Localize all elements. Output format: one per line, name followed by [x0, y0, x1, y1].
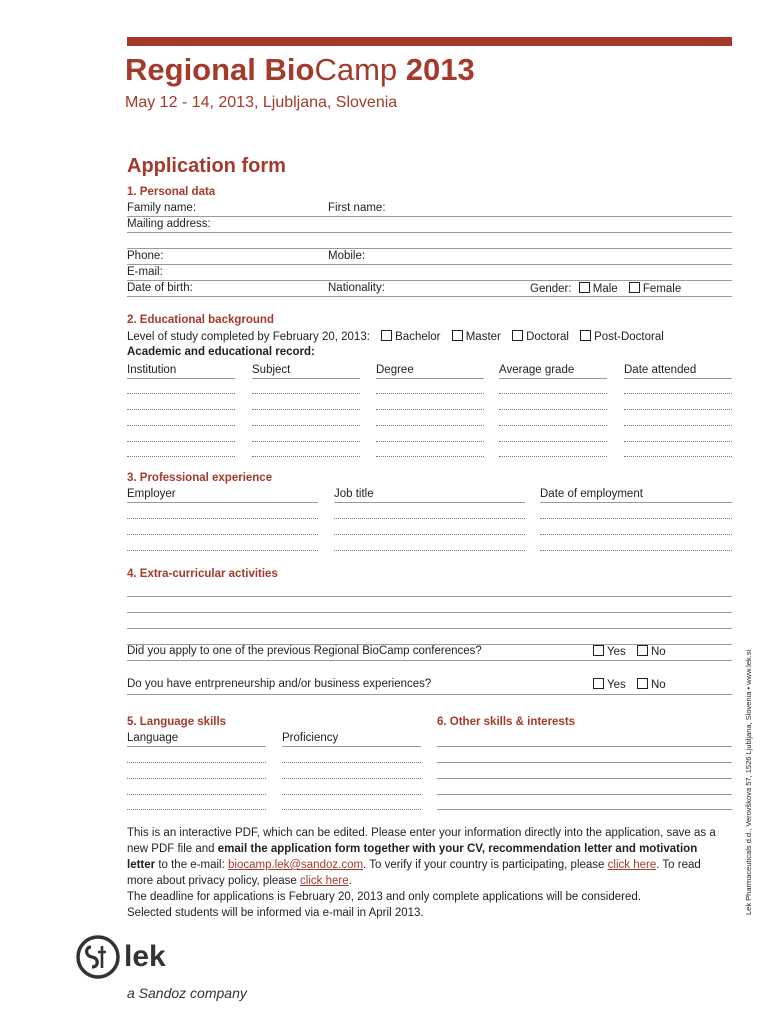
pro-cell-r1-c1[interactable] [127, 518, 318, 519]
lang-cell-r1-c1[interactable] [127, 762, 266, 763]
lang-cell-r2-c2[interactable] [282, 778, 421, 779]
nationality-label: Nationality: [328, 282, 385, 294]
section-personal-heading: 1. Personal data [127, 186, 216, 198]
info-text-1: This is an interactive PDF, which can be edited. Please enter your information directly into the application, save as a new PDF file and [127, 827, 716, 855]
other-skills-line-r1-c1[interactable] [437, 746, 732, 747]
pro-cell-r2-c3[interactable] [540, 534, 732, 535]
lang-cell-r3-c2[interactable] [282, 794, 421, 795]
female-label: Female [642, 283, 682, 295]
header-bar [127, 37, 732, 46]
logo-wordmark: lek [124, 940, 166, 973]
male-label: Male [592, 283, 618, 295]
event-subtitle: May 12 - 14, 2013, Ljubljana, Slovenia [125, 94, 398, 111]
edu-cell-r4-c1[interactable] [127, 441, 235, 442]
pro-cell-r3-c1[interactable] [127, 550, 318, 551]
mobile-label: Mobile: [328, 250, 366, 262]
extra-field-3[interactable] [127, 628, 732, 629]
edu-cell-r3-c5[interactable] [624, 425, 732, 426]
other-skills-line-r4-c1[interactable] [437, 794, 732, 795]
dob-field[interactable] [127, 296, 732, 297]
privacy-click-here-link[interactable]: click here [300, 875, 349, 887]
q2-no-checkbox[interactable] [637, 678, 648, 689]
pro-header-line-r1-c1[interactable] [127, 502, 318, 503]
col-subject: Subject [252, 364, 291, 376]
lang-cell-r4-c2[interactable] [282, 809, 421, 810]
master-checkbox[interactable] [452, 330, 463, 341]
edu-cell-r1-c1[interactable] [127, 393, 235, 394]
edu-cell-r1-c2[interactable] [252, 393, 360, 394]
lang-cell-r4-c1[interactable] [127, 809, 266, 810]
q2-yes-label: Yes [607, 679, 626, 691]
edu-cell-r3-c2[interactable] [252, 425, 360, 426]
edu-header-line-r1-c4[interactable] [499, 378, 607, 379]
pro-cell-r2-c1[interactable] [127, 534, 318, 535]
info-text-4: . To read more about privacy policy, please [127, 859, 701, 887]
lek-logo-icon [75, 934, 121, 985]
pro-cell-r2-c2[interactable] [334, 534, 525, 535]
col-language: Language [127, 732, 179, 744]
edu-cell-r3-c1[interactable] [127, 425, 235, 426]
female-checkbox[interactable] [629, 282, 640, 293]
form-title: Application form [127, 155, 286, 177]
email-label: E-mail: [127, 266, 163, 278]
pro-cell-r3-c3[interactable] [540, 550, 732, 551]
lang-cell-r3-c1[interactable] [127, 794, 266, 795]
col-degree: Degree [376, 364, 414, 376]
edu-cell-r1-c5[interactable] [624, 393, 732, 394]
side-address-text: Lek Pharmaceuticals d.d., Verovškova 57, 1526 Ljubljana, Slovenia • www.lek.si [744, 649, 753, 915]
edu-cell-r1-c3[interactable] [376, 393, 484, 394]
bachelor-checkbox[interactable] [381, 330, 392, 341]
family-name-label: Family name: [127, 202, 197, 214]
email-field[interactable] [127, 280, 732, 281]
edu-cell-r5-c3[interactable] [376, 456, 484, 457]
edu-header-line-r1-c1[interactable] [127, 378, 235, 379]
edu-cell-r4-c5[interactable] [624, 441, 732, 442]
edu-cell-r5-c5[interactable] [624, 456, 732, 457]
family-name-field[interactable] [127, 216, 732, 217]
q2-underline [127, 694, 732, 695]
level-of-study-group [127, 330, 664, 343]
q1-underline [127, 660, 732, 661]
section-education-heading: 2. Educational background [127, 314, 274, 326]
first-name-label: First name: [328, 202, 386, 214]
q1-no-label: No [650, 646, 666, 658]
col-date-employment: Date of employment [540, 488, 643, 500]
phone-field[interactable] [127, 264, 732, 265]
pro-header-line-r1-c3[interactable] [540, 502, 732, 503]
info-text-3: . To verify if your country is participating, please [363, 859, 608, 871]
page-title: Regional BioCamp 2013 [125, 52, 475, 87]
edu-cell-r4-c3[interactable] [376, 441, 484, 442]
pro-cell-r1-c3[interactable] [540, 518, 732, 519]
other-skills-line-r3-c1[interactable] [437, 778, 732, 779]
edu-cell-r5-c4[interactable] [499, 456, 607, 457]
q2-no-label: No [650, 679, 666, 691]
pro-cell-r3-c2[interactable] [334, 550, 525, 551]
gender-label: Gender: [530, 283, 572, 295]
side-address [744, 650, 758, 915]
postdoctoral-label: Post-Doctoral [594, 331, 664, 343]
edu-cell-r2-c1[interactable] [127, 409, 235, 410]
deadline-text: The deadline for applications is February 20, 2013 and only complete applications will be considered. [127, 891, 641, 903]
question-business-experience: Do you have entrpreneurship and/or business experiences? [127, 678, 432, 690]
other-skills-line-r2-c1[interactable] [437, 762, 732, 763]
edu-cell-r2-c3[interactable] [376, 409, 484, 410]
mailing-address-label: Mailing address: [127, 218, 211, 230]
section-other-heading: 6. Other skills & interests [437, 716, 576, 728]
lang-cell-r2-c1[interactable] [127, 778, 266, 779]
edu-cell-r5-c1[interactable] [127, 456, 235, 457]
mailing-address-field-2[interactable] [127, 248, 732, 249]
pro-header-line-r1-c2[interactable] [334, 502, 525, 503]
edu-cell-r4-c4[interactable] [499, 441, 607, 442]
gender-group [530, 282, 681, 295]
info-text-5: . [348, 875, 352, 887]
q2-options [593, 678, 666, 691]
master-label: Master [465, 331, 501, 343]
mailing-address-field[interactable] [127, 232, 732, 233]
lang-header-line-r1-c1[interactable] [127, 746, 266, 747]
q2-yes-checkbox[interactable] [593, 678, 604, 689]
section-professional-heading: 3. Professional experience [127, 472, 273, 484]
col-average-grade: Average grade [499, 364, 575, 376]
info-text-2: to the e-mail: [155, 859, 228, 871]
pro-cell-r1-c2[interactable] [334, 518, 525, 519]
dob-label: Date of birth: [127, 282, 193, 294]
edu-cell-r2-c5[interactable] [624, 409, 732, 410]
lang-cell-r1-c2[interactable] [282, 762, 421, 763]
q1-options [593, 645, 666, 658]
bachelor-label: Bachelor [395, 331, 441, 343]
male-checkbox[interactable] [579, 282, 590, 293]
email-link[interactable]: biocamp.lek@sandoz.com [228, 859, 364, 871]
doctoral-checkbox[interactable] [512, 330, 523, 341]
level-label: Level of study completed by February 20, 2013: [127, 331, 370, 343]
info-paragraph [127, 825, 727, 921]
selection-text: Selected students will be informed via e-mail in April 2013. [127, 907, 424, 919]
edu-header-line-r1-c5[interactable] [624, 378, 732, 379]
section-extra-heading: 4. Extra-curricular activities [127, 568, 278, 580]
academic-record-label: Academic and educational record: [127, 346, 315, 358]
question-previous-biocamp: Did you apply to one of the previous Regional BioCamp conferences? [127, 645, 482, 657]
edu-cell-r3-c4[interactable] [499, 425, 607, 426]
col-job-title: Job title [334, 488, 374, 500]
edu-cell-r5-c2[interactable] [252, 456, 360, 457]
section-language-heading: 5. Language skills [127, 716, 227, 728]
edu-cell-r1-c4[interactable] [499, 393, 607, 394]
other-skills-line-r5-c1[interactable] [437, 809, 732, 810]
q1-no-checkbox[interactable] [637, 645, 648, 656]
edu-cell-r4-c2[interactable] [252, 441, 360, 442]
edu-cell-r3-c3[interactable] [376, 425, 484, 426]
country-click-here-link[interactable]: click here [607, 859, 657, 871]
lang-header-line-r1-c2[interactable] [282, 746, 421, 747]
edu-header-line-r1-c3[interactable] [376, 378, 484, 379]
edu-cell-r2-c4[interactable] [499, 409, 607, 410]
q1-yes-label: Yes [607, 646, 626, 658]
col-institution: Institution [127, 364, 177, 376]
q1-yes-checkbox[interactable] [593, 645, 604, 656]
doctoral-label: Doctoral [526, 331, 569, 343]
company-tagline: a Sandoz company [127, 985, 247, 1001]
edu-cell-r2-c2[interactable] [252, 409, 360, 410]
col-date-attended: Date attended [624, 364, 697, 376]
edu-header-line-r1-c2[interactable] [252, 378, 360, 379]
postdoctoral-checkbox[interactable] [580, 330, 591, 341]
extra-field-2[interactable] [127, 612, 732, 613]
col-proficiency: Proficiency [282, 732, 339, 744]
extra-field-1[interactable] [127, 596, 732, 597]
phone-label: Phone: [127, 250, 164, 262]
col-employer: Employer [127, 488, 176, 500]
info-text-bold: email the application form together with your CV, recommendation letter and motivation letter [127, 843, 698, 871]
